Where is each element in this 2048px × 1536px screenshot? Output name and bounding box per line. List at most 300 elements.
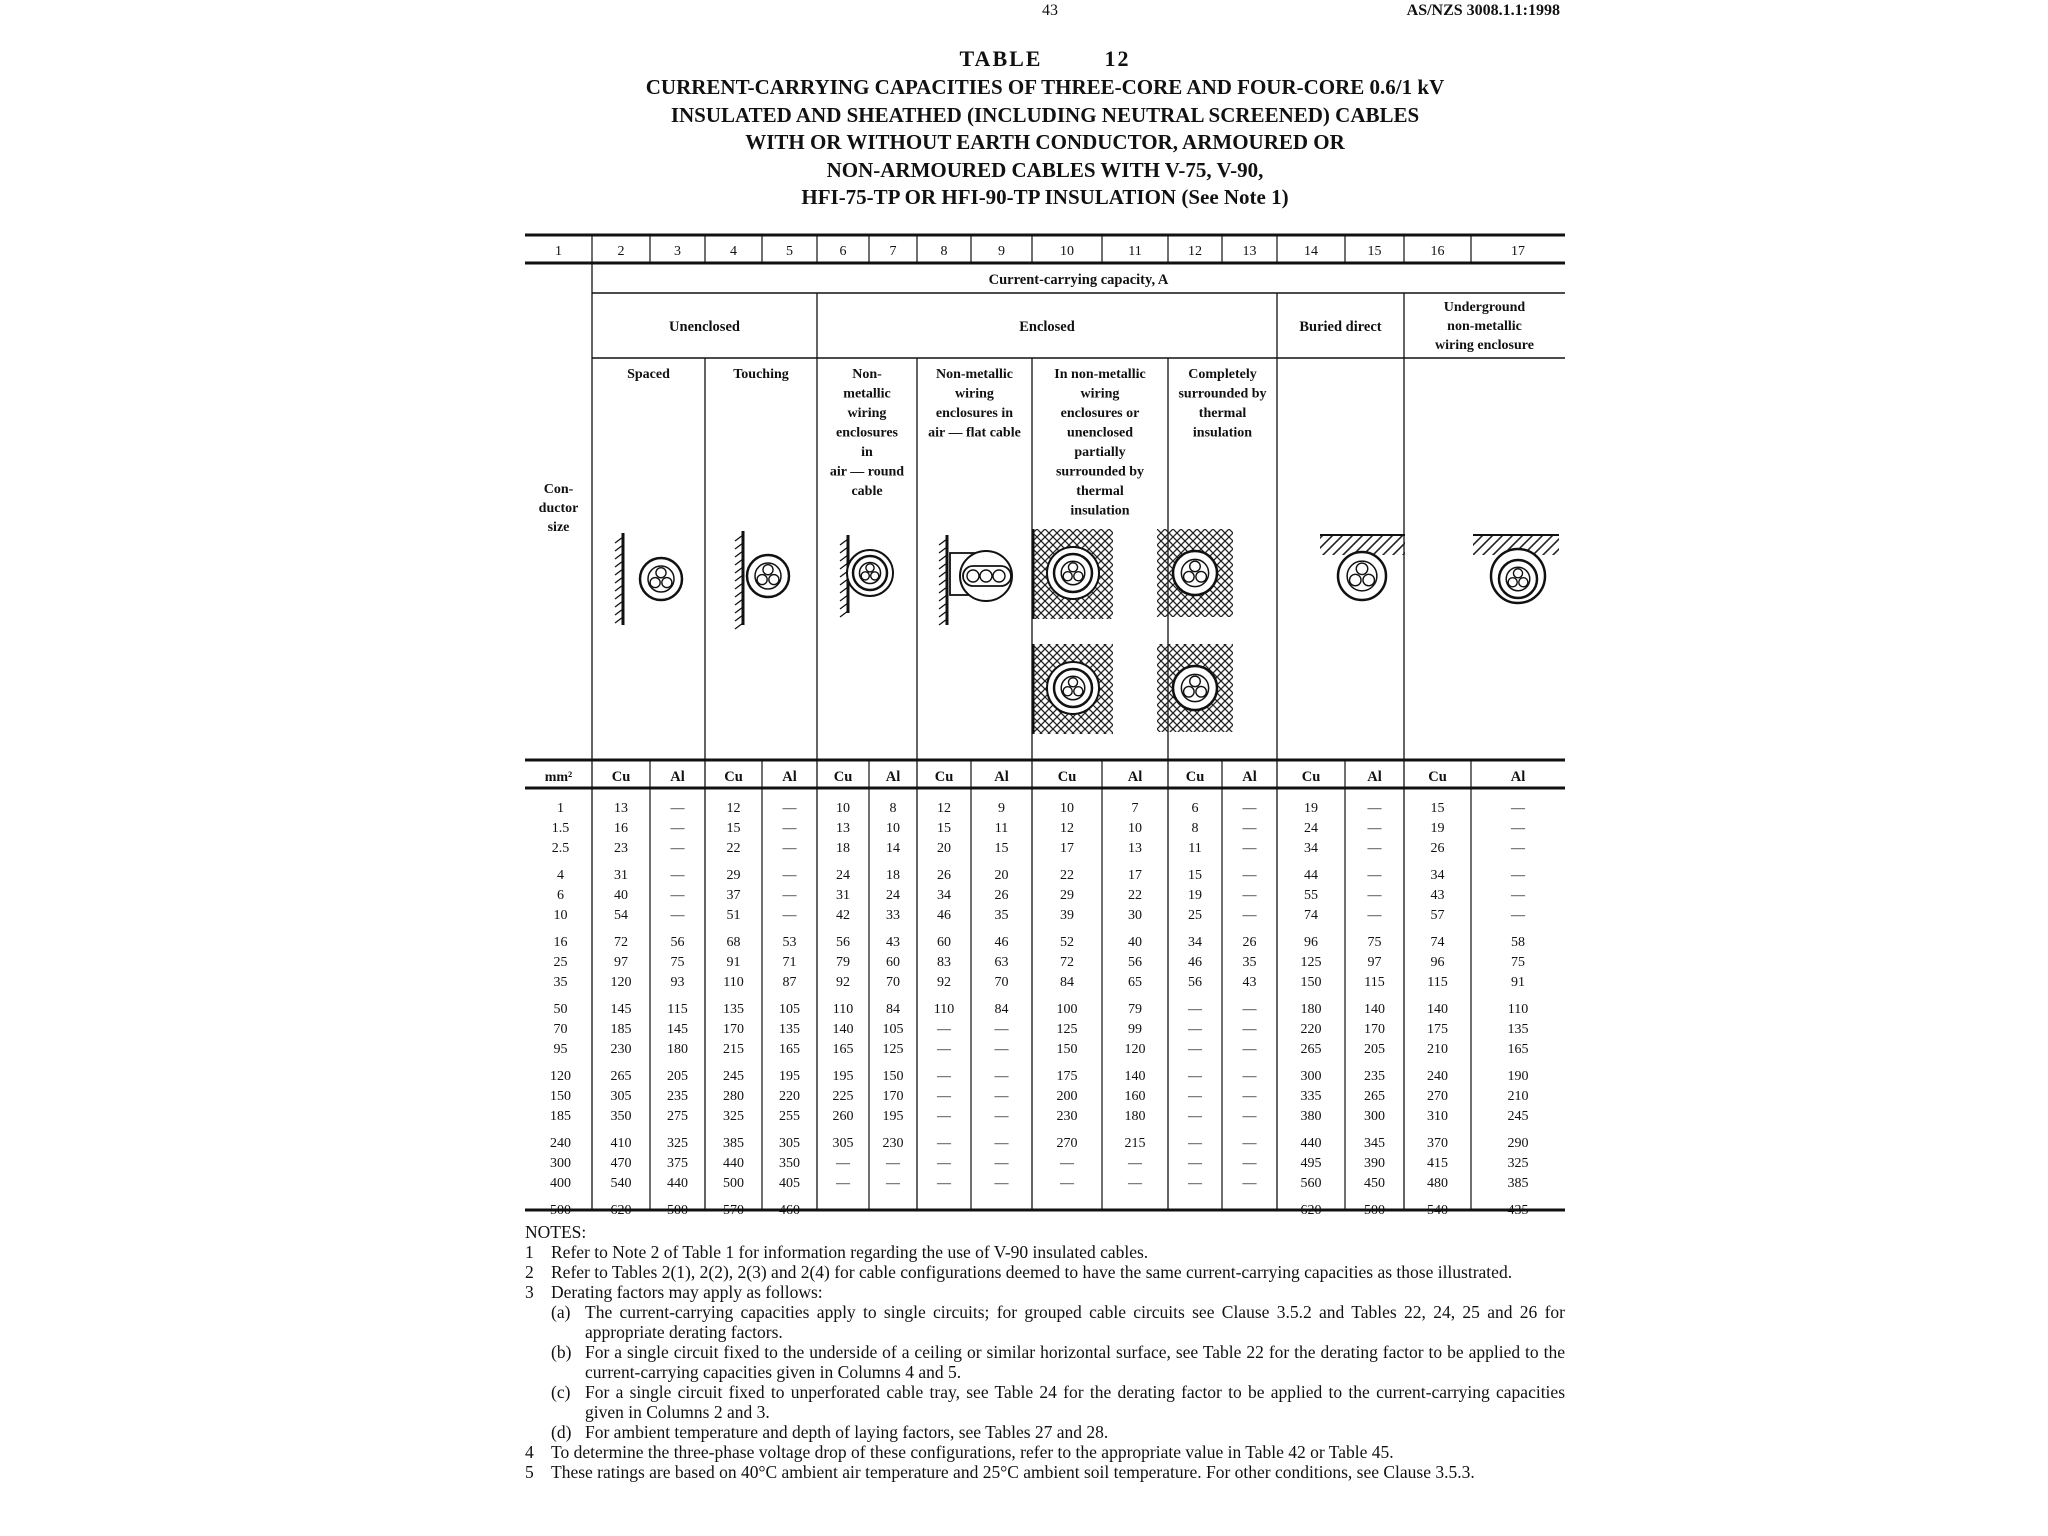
capacity-cell: — [836, 1156, 850, 1171]
capacity-cell: 140 [1427, 1002, 1448, 1017]
capacity-cell: 20 [994, 868, 1009, 883]
capacity-cell: 75 [670, 955, 685, 970]
capacity-cell: — [886, 1176, 900, 1191]
capacity-cell: 34 [1188, 935, 1202, 950]
capacity-cell: 435 [1507, 1203, 1529, 1217]
capacity-cell: 12 [726, 801, 741, 816]
conductor-size-cell: 95 [553, 1042, 568, 1057]
capacity-cell: — [782, 841, 797, 856]
capacity-cell: — [886, 1203, 900, 1217]
capacity-cell: 440 [723, 1156, 744, 1171]
capacity-cell: 52 [1060, 935, 1074, 950]
capacity-cell: 56 [670, 935, 685, 950]
capacity-cell: 175 [1427, 1022, 1448, 1037]
capacity-cell: 180 [1124, 1109, 1146, 1124]
capacity-cell: 125 [882, 1042, 904, 1057]
capacity-cell: — [1242, 1002, 1257, 1017]
capacity-cell: — [1367, 868, 1382, 883]
column-number: 10 [1060, 244, 1074, 259]
capacity-cell: 410 [610, 1136, 632, 1151]
capacity-cell: 245 [723, 1069, 744, 1084]
capacity-cell: 96 [1304, 935, 1318, 950]
capacity-cell: 79 [1128, 1002, 1142, 1017]
capacity-cell: 29 [1060, 888, 1074, 903]
capacity-cell: 46 [937, 908, 951, 923]
capacity-cell: 13 [614, 801, 628, 816]
capacity-cell: — [937, 1136, 951, 1151]
capacity-cell: 7 [1131, 801, 1139, 816]
note-subitem-label: (b) [551, 1342, 572, 1362]
capacity-cell: — [1511, 841, 1525, 856]
capacity-cell: 170 [882, 1089, 904, 1104]
conductor-size-cell: 500 [550, 1203, 571, 1217]
capacity-cell: — [994, 1176, 1009, 1191]
capacity-cell: — [782, 801, 797, 816]
capacity-cell: 96 [1430, 955, 1445, 970]
subgroup-heading: wiring [955, 386, 994, 402]
column-number: 9 [998, 244, 1005, 259]
capacity-cell: 150 [1056, 1042, 1078, 1057]
note-subitem-text: The current-carrying capacities apply to single circuits; for grouped cable circuits see Clause 3.5.2 and Tables 22, 24, 25 and 26 for appropriate derating factors. [585, 1302, 1565, 1342]
capacity-cell: — [994, 1069, 1009, 1084]
material-header: Cu [1185, 769, 1205, 785]
capacity-cell: 57 [1430, 908, 1445, 923]
capacity-cell: — [1242, 801, 1257, 816]
capacity-cell: 8 [1191, 821, 1199, 836]
capacity-cell: 84 [994, 1002, 1009, 1017]
subgroup-heading: wiring [847, 406, 887, 421]
capacity-cell: 20 [937, 841, 951, 856]
capacity-cell: — [1511, 821, 1525, 836]
capacity-cell: 15 [994, 841, 1009, 856]
cable-in-flat-conduit [939, 535, 1012, 625]
capacity-cell: 87 [782, 975, 797, 990]
capacity-cell: 72 [614, 935, 628, 950]
capacity-cell: 335 [1300, 1089, 1322, 1104]
capacity-cell: — [994, 1022, 1009, 1037]
subgroup-heading: In non-metallic [1054, 367, 1146, 382]
group-heading: Buried direct [1299, 319, 1382, 335]
note-number: 1 [525, 1242, 534, 1262]
material-header: Al [1127, 769, 1143, 785]
capacity-cell: — [1128, 1156, 1142, 1171]
capacity-cell: 40 [1128, 935, 1142, 950]
subgroup-heading: air — flat cable [928, 425, 1021, 441]
capacity-cell: 220 [779, 1089, 800, 1104]
note-text: Derating factors may apply as follows: [551, 1282, 823, 1302]
conductor-size-cell: 35 [553, 975, 568, 990]
note-number: 2 [525, 1262, 534, 1282]
note-subitem [525, 1382, 1565, 1422]
notes-section [525, 1222, 1565, 1482]
capacity-cell: — [1242, 841, 1257, 856]
capacity-cell: — [1242, 1022, 1257, 1037]
conductor-size-cell: 1 [557, 801, 564, 816]
capacity-cell: — [994, 1089, 1009, 1104]
capacity-cell: — [937, 1156, 951, 1171]
capacity-cell: 110 [1507, 1002, 1529, 1017]
group-heading: non-metallic [1447, 319, 1522, 334]
capacity-cell: — [670, 841, 685, 856]
note-text: Refer to Tables 2(1), 2(2), 2(3) and 2(4) for cable configurations deemed to have the same current-carrying capacities as those illustrated. [551, 1262, 1513, 1282]
capacity-cell: 22 [1060, 868, 1074, 883]
capacity-cell: 255 [779, 1109, 800, 1124]
subgroup-heading: air — round [829, 464, 905, 480]
capacity-cell: 145 [667, 1022, 688, 1037]
capacity-cell: 30 [1128, 908, 1142, 923]
capacity-cell: 165 [832, 1042, 854, 1057]
conductor-size-cell: 70 [553, 1022, 568, 1037]
table-svg [525, 233, 1565, 1217]
capacity-cell: 22 [726, 841, 741, 856]
capacity-cell: 99 [1128, 1022, 1142, 1037]
capacity-cell: — [1367, 888, 1382, 903]
capacity-cell: 540 [1427, 1203, 1448, 1217]
material-header: Cu [934, 769, 954, 785]
capacity-cell: 56 [836, 935, 850, 950]
capacity-cell: — [670, 821, 685, 836]
capacity-cell: 195 [779, 1069, 800, 1084]
table-title-block [525, 44, 1565, 212]
capacity-cell: 37 [726, 888, 741, 903]
capacity-cell: 17 [1128, 868, 1142, 883]
subgroup-heading: insulation [1070, 503, 1130, 519]
material-header: Al [994, 769, 1009, 785]
capacity-cell: — [1367, 908, 1382, 923]
capacity-cell: 46 [1188, 955, 1202, 970]
capacity-cell: 35 [1242, 955, 1257, 970]
capacity-cell: — [1242, 1136, 1257, 1151]
capacity-cell: 305 [832, 1136, 854, 1151]
capacity-cell: — [1060, 1156, 1074, 1171]
note-subitem [525, 1302, 1565, 1342]
current-capacity-table [525, 233, 1565, 1217]
conductor-size-cell: 1.5 [551, 821, 570, 836]
subgroup-heading: Completely [1188, 367, 1257, 382]
capacity-cell: 11 [994, 821, 1009, 836]
capacity-cell: 385 [723, 1136, 744, 1151]
capacity-cell: 14 [886, 841, 900, 856]
material-header: Al [885, 769, 901, 785]
capacity-cell: 540 [610, 1176, 632, 1191]
column-number: 2 [617, 244, 625, 259]
capacity-cell: — [1188, 1176, 1202, 1191]
capacity-cell: 56 [1188, 975, 1202, 990]
subgroup-heading: thermal [1076, 484, 1124, 499]
capacity-cell: 19 [1430, 821, 1445, 836]
capacity-cell: 350 [610, 1109, 632, 1124]
capacity-cell: 92 [836, 975, 850, 990]
group-heading: Underground [1443, 300, 1526, 315]
subgroup-heading: partially [1074, 445, 1126, 460]
capacity-cell: — [1511, 801, 1525, 816]
capacity-cell: — [994, 1203, 1009, 1217]
capacity-cell: 415 [1427, 1156, 1448, 1171]
subgroup-heading: Touching [733, 367, 789, 382]
capacity-cell: 34 [1430, 868, 1445, 883]
capacity-cell: — [1060, 1203, 1074, 1217]
capacity-cell: 24 [836, 868, 850, 883]
note-subitem-label: (d) [551, 1422, 572, 1442]
capacity-cell: 25 [1188, 908, 1202, 923]
column-number: 13 [1242, 244, 1257, 259]
capacity-cell: — [1060, 1176, 1074, 1191]
capacity-cell: 72 [1060, 955, 1074, 970]
capacity-cell: 68 [726, 935, 741, 950]
material-header: Cu [833, 769, 853, 785]
material-header: Al [1510, 769, 1526, 785]
capacity-cell: — [1188, 1069, 1202, 1084]
capacity-cell: 6 [1191, 801, 1199, 816]
capacity-cell: 33 [886, 908, 900, 923]
note-subitem [525, 1342, 1565, 1382]
capacity-cell: — [836, 1176, 850, 1191]
capacity-cell: — [670, 908, 685, 923]
capacity-cell: 15 [1430, 801, 1445, 816]
capacity-cell: 270 [1427, 1089, 1448, 1104]
conductor-size-cell: 4 [557, 868, 564, 883]
capacity-cell: 71 [782, 955, 797, 970]
capacity-cell: — [1242, 1089, 1257, 1104]
unit-label: mm² [544, 770, 573, 785]
capacity-cell: — [782, 888, 797, 903]
capacity-cell: 74 [1304, 908, 1318, 923]
capacity-cell: 145 [610, 1002, 632, 1017]
capacity-cell: — [994, 1156, 1009, 1171]
capacity-cell: 325 [667, 1136, 688, 1151]
table-title-line: CURRENT-CARRYING CAPACITIES OF THREE-CORE AND FOUR-CORE 0.6/1 kV [645, 75, 1445, 99]
capacity-cell: 83 [937, 955, 951, 970]
material-header: Cu [611, 769, 631, 785]
capacity-cell: 140 [1124, 1069, 1146, 1084]
capacity-cell: 75 [1367, 935, 1382, 950]
capacity-cell: — [1511, 908, 1525, 923]
capacity-cell: — [937, 1089, 951, 1104]
table-title-line: WITH OR WITHOUT EARTH CONDUCTOR, ARMOURED OR [745, 130, 1345, 154]
capacity-cell: 480 [1427, 1176, 1448, 1191]
capacity-cell: 265 [610, 1069, 632, 1084]
capacity-cell: 43 [886, 935, 900, 950]
capacity-cell: 18 [886, 868, 900, 883]
conductor-size-cell: 240 [550, 1136, 571, 1151]
subgroup-heading: Non- [852, 367, 882, 382]
capacity-cell: 390 [1364, 1156, 1385, 1171]
capacity-cell: 470 [610, 1156, 632, 1171]
capacity-cell: 18 [836, 841, 850, 856]
column-number: 12 [1188, 244, 1202, 259]
capacity-cell: 135 [1507, 1022, 1529, 1037]
capacity-cell: 10 [886, 821, 900, 836]
table-number: TABLE 12 [959, 46, 1131, 71]
capacity-cell: 115 [667, 1002, 688, 1017]
capacity-cell: 370 [1427, 1136, 1448, 1151]
capacity-cell: — [937, 1203, 951, 1217]
capacity-cell: 79 [836, 955, 850, 970]
capacity-cell: 16 [614, 821, 628, 836]
cable-on-wall-spaced [615, 533, 682, 625]
capacity-cell: 17 [1060, 841, 1074, 856]
capacity-cell: 140 [832, 1022, 854, 1037]
table-title-line: INSULATED AND SHEATHED (INCLUDING NEUTRAL SCREENED) CABLES [670, 102, 1420, 127]
subgroup-heading: enclosures in [935, 406, 1014, 421]
capacity-cell: 135 [779, 1022, 800, 1037]
capacity-cell: 60 [937, 935, 951, 950]
subgroup-heading: metallic [843, 386, 891, 402]
capacity-cell: 170 [1364, 1022, 1385, 1037]
capacity-cell: 120 [610, 975, 632, 990]
capacity-cell: 35 [994, 908, 1009, 923]
capacity-cell: — [1367, 801, 1382, 816]
capacity-cell: 84 [886, 1002, 900, 1017]
capacity-cell: — [1242, 1069, 1257, 1084]
note-text: Refer to Note 2 of Table 1 for information regarding the use of V-90 insulated cables. [551, 1242, 1149, 1262]
capacity-cell: — [1367, 841, 1382, 856]
capacity-cell: 190 [1507, 1069, 1529, 1084]
capacity-cell: 300 [1364, 1109, 1385, 1124]
conductor-size-cell: 6 [557, 888, 564, 903]
capacity-cell: 110 [933, 1002, 955, 1017]
capacity-cell: — [1188, 1156, 1202, 1171]
subgroup-heading: surrounded by [1055, 464, 1145, 480]
capacity-cell: 380 [1300, 1109, 1322, 1124]
subgroup-heading: unenclosed [1066, 425, 1134, 441]
capacity-cell: 500 [667, 1203, 688, 1217]
capacity-cell: 26 [1242, 935, 1257, 950]
capacity-cell: 375 [667, 1156, 688, 1171]
conductor-size-cell: 120 [550, 1069, 571, 1084]
capacity-cell: 70 [886, 975, 900, 990]
subgroup-heading: thermal [1198, 406, 1247, 421]
capacity-cell: — [1242, 868, 1257, 883]
conductor-size-cell: 25 [553, 955, 568, 970]
note-number: 4 [525, 1442, 534, 1462]
capacity-cell: 29 [726, 868, 741, 883]
capacity-cell: — [1188, 1042, 1202, 1057]
conductor-size-cell: 16 [553, 935, 568, 950]
capacity-cell: — [1188, 1109, 1202, 1124]
capacity-cell: 115 [1427, 975, 1448, 990]
capacity-cell: 75 [1511, 955, 1525, 970]
column-number: 14 [1304, 244, 1318, 259]
capacity-cell: 125 [1056, 1022, 1078, 1037]
capacity-cell: — [937, 1042, 951, 1057]
material-header: Al [1367, 769, 1382, 785]
cable-in-round-conduit [840, 535, 893, 617]
capacity-cell: 260 [832, 1109, 854, 1124]
column-number: 6 [839, 244, 847, 259]
capacity-cell: 500 [1364, 1203, 1385, 1217]
capacity-cell: — [1367, 821, 1382, 836]
capacity-cell: — [994, 1136, 1009, 1151]
subgroup-heading: Spaced [627, 367, 670, 382]
capacity-cell: 97 [614, 955, 628, 970]
capacity-cell: 10 [1060, 801, 1074, 816]
capacity-cell: 115 [1364, 975, 1385, 990]
capacity-cell: 405 [779, 1176, 800, 1191]
notes-title: NOTES: [525, 1222, 587, 1242]
capacity-cell: — [994, 1042, 1009, 1057]
capacity-cell: 56 [1128, 955, 1142, 970]
conductor-size-cell: 150 [550, 1089, 571, 1104]
capacity-cell: 15 [726, 821, 741, 836]
capacity-cell: 51 [726, 908, 741, 923]
conductor-size-cell: 185 [550, 1109, 571, 1124]
group-heading: Unenclosed [669, 319, 740, 335]
capacity-cell: 200 [1056, 1089, 1078, 1104]
material-header: Cu [1057, 769, 1077, 785]
conductor-size-cell: 2.5 [551, 841, 570, 856]
capacity-cell: 160 [1124, 1089, 1146, 1104]
capacity-cell: 19 [1188, 888, 1202, 903]
capacity-cell: 58 [1511, 935, 1525, 950]
column-number: 3 [674, 244, 681, 259]
capacity-cell: 100 [1056, 1002, 1078, 1017]
capacity-cell: — [782, 908, 797, 923]
column-number: 11 [1128, 244, 1142, 259]
column-number: 7 [889, 244, 897, 259]
note-subitem-text: For a single circuit fixed to the underside of a ceiling or similar horizontal surface, see Table 22 for the derating factor to be applied to the current-carrying capacities given in Columns 4 and 5. [585, 1342, 1565, 1382]
capacity-cell: 53 [782, 935, 797, 950]
capacity-cell: — [1242, 1176, 1257, 1191]
capacity-cell: — [836, 1203, 850, 1217]
capacity-cell: 150 [882, 1069, 904, 1084]
capacity-cell: 24 [1304, 821, 1318, 836]
capacity-cell: 70 [994, 975, 1009, 990]
capacity-cell: — [1242, 1203, 1257, 1217]
material-header: Al [782, 769, 797, 785]
capacity-cell: 60 [886, 955, 900, 970]
capacity-cell: 40 [614, 888, 628, 903]
capacity-cell: 43 [1242, 975, 1257, 990]
capacity-cell: 110 [723, 975, 744, 990]
capacity-cell: — [1511, 868, 1525, 883]
capacity-cell: — [1188, 1022, 1202, 1037]
capacity-cell: 55 [1304, 888, 1318, 903]
capacity-cell: 26 [994, 888, 1009, 903]
capacity-cell: 13 [836, 821, 850, 836]
capacity-cell: 620 [1300, 1203, 1322, 1217]
note-item [525, 1262, 1565, 1282]
column-number: 17 [1511, 244, 1525, 259]
capacity-cell: 265 [1300, 1042, 1322, 1057]
capacity-cell: 325 [723, 1109, 744, 1124]
subgroup-heading: insulation [1192, 425, 1253, 441]
column-number: 4 [730, 244, 737, 259]
material-header: Al [670, 769, 685, 785]
note-subitem-text: For a single circuit fixed to unperforated cable tray, see Table 24 for the derating factor to be applied to the current-carrying capacities given in Columns 2 and 3. [585, 1382, 1565, 1422]
subgroup-heading: surrounded by [1178, 386, 1267, 402]
capacity-cell: 230 [610, 1042, 632, 1057]
capacity-cell: 110 [832, 1002, 854, 1017]
page-number: 43 [1042, 2, 1058, 19]
subgroup-heading: enclosures or [1060, 406, 1140, 421]
capacity-cell: — [670, 888, 685, 903]
capacity-cell: 9 [998, 801, 1005, 816]
table-title-line: HFI-75-TP OR HFI-90-TP INSULATION (See Note 1) [801, 185, 1289, 209]
subgroup-heading: enclosures [836, 425, 898, 441]
capacity-cell: — [1188, 1089, 1202, 1104]
capacity-cell: 91 [1511, 975, 1525, 990]
capacity-cell: 305 [610, 1089, 632, 1104]
capacity-cell: — [1188, 1136, 1202, 1151]
capacity-cell: 450 [1364, 1176, 1385, 1191]
capacity-cell: 325 [1507, 1156, 1529, 1171]
capacity-cell: 120 [1124, 1042, 1146, 1057]
capacity-cell: 42 [836, 908, 850, 923]
capacity-cell: 13 [1128, 841, 1142, 856]
capacity-cell: 175 [1056, 1069, 1078, 1084]
note-item [525, 1282, 1565, 1302]
